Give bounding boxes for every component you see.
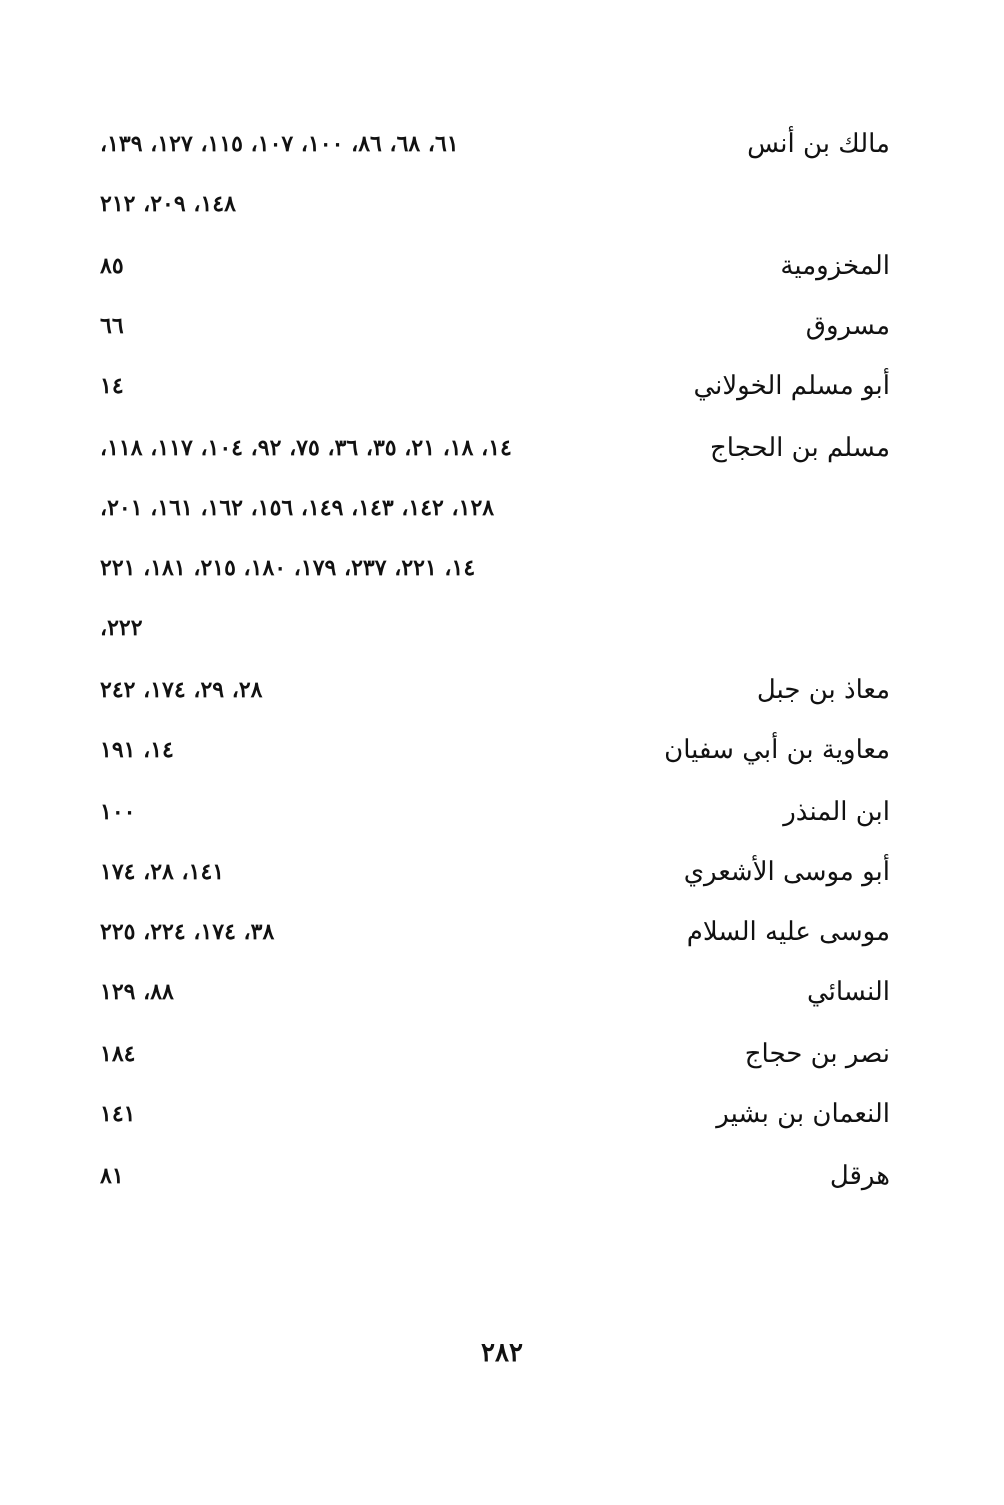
index-entry bbox=[100, 362, 890, 410]
entry-pages: ٨٥ bbox=[100, 253, 124, 279]
index-entry bbox=[100, 968, 890, 1016]
entry-name: معاوية بن أبي سفيان bbox=[664, 735, 890, 765]
index-entry bbox=[100, 788, 890, 836]
entry-name: موسى عليه السلام bbox=[686, 917, 890, 947]
entry-pages: ١٤٨، ٢٠٩، ٢١٢ bbox=[100, 191, 236, 217]
entry-name: مسلم بن الحجاج bbox=[709, 433, 890, 463]
index-entry bbox=[100, 544, 890, 592]
entry-name: مسروق bbox=[805, 311, 890, 341]
entry-pages: ٨١ bbox=[100, 1163, 124, 1189]
entry-pages: ٦١، ٦٨، ٨٦، ١٠٠، ١٠٧، ١١٥، ١٢٧، ١٣٩، bbox=[100, 131, 459, 157]
index-entry bbox=[100, 604, 890, 652]
entry-pages: ٣٨، ١٧٤، ٢٢٤، ٢٢٥ bbox=[100, 919, 275, 945]
entry-name: أبو موسى الأشعري bbox=[683, 857, 890, 887]
entry-pages: ١٤ bbox=[100, 373, 124, 399]
entry-pages: ١٤، ١٩١ bbox=[100, 737, 174, 763]
index-entry bbox=[100, 726, 890, 774]
entry-pages: ١٤، ١٨، ٢١، ٣٥، ٣٦، ٧٥، ٩٢، ١٠٤، ١١٧، ١١٨، bbox=[100, 435, 512, 461]
page-number: ٢٨٢ bbox=[481, 1338, 523, 1368]
entry-name: النسائي bbox=[806, 977, 890, 1007]
entry-name: النعمان بن بشير bbox=[716, 1099, 890, 1129]
index-entry bbox=[100, 848, 890, 896]
index-entry bbox=[100, 1090, 890, 1138]
entry-name: أبو مسلم الخولاني bbox=[693, 371, 890, 401]
entry-name: نصر بن حجاج bbox=[744, 1039, 890, 1069]
index-entry bbox=[100, 424, 890, 472]
entry-name: ابن المنذر bbox=[783, 797, 890, 827]
index-entry bbox=[100, 302, 890, 350]
index-entry bbox=[100, 1152, 890, 1200]
index-entry bbox=[100, 484, 890, 532]
entry-name: المخزومية bbox=[780, 251, 890, 281]
entry-pages: ٨٨، ١٢٩ bbox=[100, 979, 174, 1005]
entry-name: هرقل bbox=[829, 1161, 890, 1191]
index-entry bbox=[100, 180, 890, 228]
index-entry bbox=[100, 120, 890, 168]
index-entry bbox=[100, 1030, 890, 1078]
entry-pages: ٢٢٢، bbox=[100, 615, 143, 641]
index-entry bbox=[100, 242, 890, 290]
index-entry bbox=[100, 908, 890, 956]
entry-pages: ١٠٠ bbox=[100, 799, 136, 825]
entry-pages: ١٤١، ٢٨، ١٧٤ bbox=[100, 859, 225, 885]
entry-name: مالك بن أنس bbox=[747, 129, 890, 159]
entry-pages: ١٤، ٢٢١، ٢٣٧، ١٧٩، ١٨٠، ٢١٥، ١٨١، ٢٢١ bbox=[100, 555, 476, 581]
entry-pages: ٢٨، ٢٩، ١٧٤، ٢٤٢ bbox=[100, 677, 263, 703]
entry-name: معاذ بن جبل bbox=[756, 675, 890, 705]
entry-pages: ١٢٨، ١٤٢، ١٤٣، ١٤٩، ١٥٦، ١٦٢، ١٦١، ٢٠١، bbox=[100, 495, 495, 521]
entry-pages: ١٨٤ bbox=[100, 1041, 136, 1067]
entry-pages: ١٤١ bbox=[100, 1101, 136, 1127]
index-entry bbox=[100, 666, 890, 714]
entry-pages: ٦٦ bbox=[100, 313, 124, 339]
